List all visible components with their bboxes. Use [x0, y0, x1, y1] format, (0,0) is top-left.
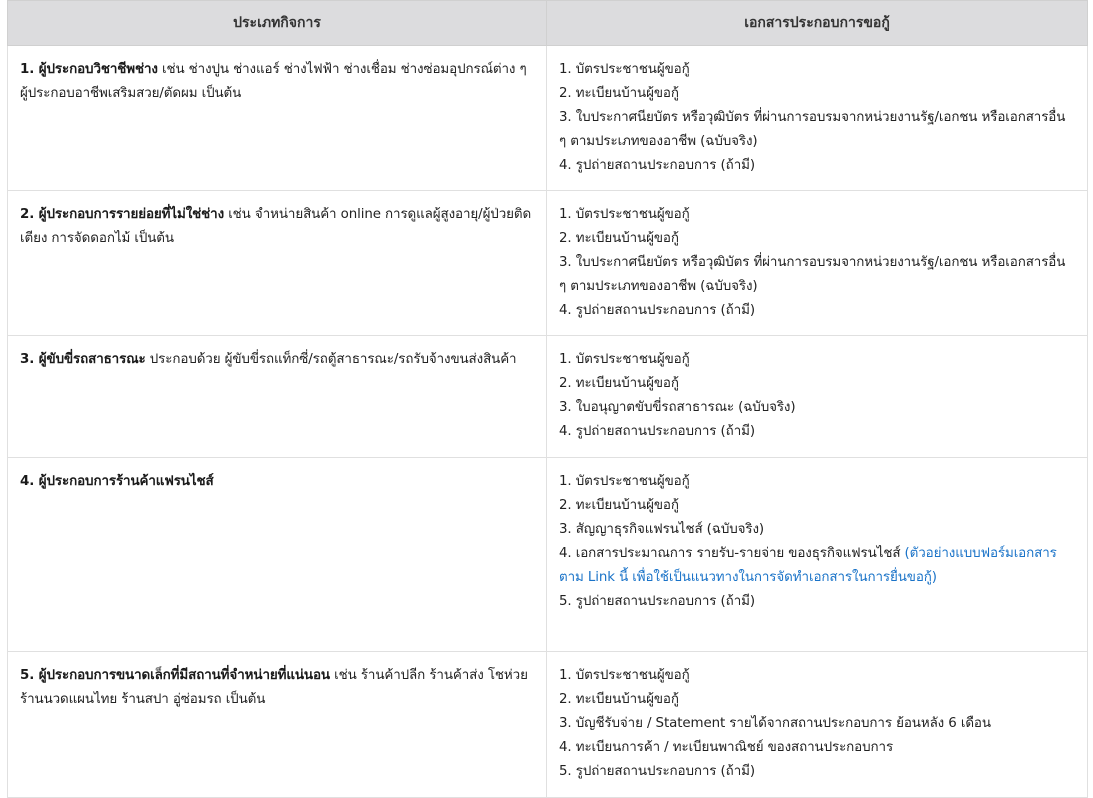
table-row	[8, 336, 1088, 458]
table-row	[8, 458, 1088, 652]
business-type-cell	[8, 191, 547, 336]
document-item: 1. บัตรประชาชนผู้ขอกู้	[559, 352, 690, 367]
document-item: 1. บัตรประชาชนผู้ขอกู้	[559, 62, 690, 77]
document-item: 3. ใบอนุญาตขับขี่รถสาธารณะ (ฉบับจริง)	[559, 400, 796, 415]
document-item: 4. ทะเบียนการค้า / ทะเบียนพาณิชย์ ของสถานประกอบการ	[559, 740, 894, 755]
business-title: 5. ผู้ประกอบการขนาดเล็กที่มีสถานที่จำหน่ายที่แน่นอน	[20, 668, 330, 683]
business-type-cell	[8, 46, 547, 191]
document-item: 1. บัตรประชาชนผู้ขอกู้	[559, 668, 690, 683]
business-type-cell	[8, 652, 547, 798]
business-title: 1. ผู้ประกอบวิชาชีพช่าง	[20, 62, 158, 77]
business-type-cell	[8, 458, 547, 652]
table-row	[8, 652, 1088, 798]
business-title: 3. ผู้ขับขี่รถสาธารณะ	[20, 352, 146, 367]
document-item: 1. บัตรประชาชนผู้ขอกู้	[559, 207, 690, 222]
document-item: 3. สัญญาธุรกิจแฟรนไชส์ (ฉบับจริง)	[559, 522, 765, 537]
business-title: 2. ผู้ประกอบการรายย่อยที่ไม่ใช่ช่าง	[20, 207, 225, 222]
document-item: 2. ทะเบียนบ้านผู้ขอกู้	[559, 376, 679, 391]
header-business-type: ประเภทกิจการ	[8, 1, 547, 46]
document-item	[559, 542, 1075, 590]
table-header-row	[8, 1, 1088, 46]
business-description: เช่น จำหน่ายสินค้า online การดูแลผู้สูงอายุ/ผู้ป่วยติดเตียง การจัดดอกไม้ เป็นต้น	[20, 207, 532, 246]
documents-cell	[547, 46, 1088, 191]
document-item: 3. ใบประกาศนียบัตร หรือวุฒิบัตร ที่ผ่านการอบรมจากหน่วยงานรัฐ/เอกชน หรือเอกสารอื่น ๆ ตามประเภทของอาชีพ (ฉบับจริง)	[559, 110, 1066, 149]
document-item: 2. ทะเบียนบ้านผู้ขอกู้	[559, 692, 679, 707]
document-item: 2. ทะเบียนบ้านผู้ขอกู้	[559, 231, 679, 246]
business-description: ประกอบด้วย ผู้ขับขี่รถแท็กซี่/รถตู้สาธารณะ/รถรับจ้างขนส่งสินค้า	[145, 352, 517, 367]
table-row	[8, 191, 1088, 336]
loan-documents-table-wrapper	[7, 0, 1087, 798]
document-item: 4. รูปถ่ายสถานประกอบการ (ถ้ามี)	[559, 424, 755, 439]
document-item: 5. รูปถ่ายสถานประกอบการ (ถ้ามี)	[559, 764, 755, 779]
business-type-cell	[8, 336, 547, 458]
document-item: 4. รูปถ่ายสถานประกอบการ (ถ้ามี)	[559, 158, 755, 173]
document-item: 3. บัญชีรับจ่าย / Statement รายได้จากสถานประกอบการ ย้อนหลัง 6 เดือน	[559, 716, 991, 731]
document-item: 2. ทะเบียนบ้านผู้ขอกู้	[559, 498, 679, 513]
business-description: เช่น ช่างปูน ช่างแอร์ ช่างไฟฟ้า ช่างเชื่อม ช่างซ่อมอุปกรณ์ต่าง ๆ ผู้ประกอบอาชีพเสริมสวย/ตัดผม เป็นต้น	[20, 62, 527, 101]
sample-form-link[interactable]: (ตัวอย่างแบบฟอร์มเอกสารตาม Link นี้ เพื่อใช้เป็นแนวทางในการจัดทำเอกสารในการยื่นขอกู้)	[559, 546, 1057, 585]
document-item: 4. รูปถ่ายสถานประกอบการ (ถ้ามี)	[559, 303, 755, 318]
business-description: เช่น ร้านค้าปลีก ร้านค้าส่ง โชห่วย ร้านนวดแผนไทย ร้านสปา อู่ซ่อมรถ เป็นต้น	[20, 668, 528, 707]
document-item: 5. รูปถ่ายสถานประกอบการ (ถ้ามี)	[559, 594, 755, 609]
header-documents: เอกสารประกอบการขอกู้	[547, 1, 1088, 46]
loan-documents-table	[7, 0, 1088, 798]
document-item: 2. ทะเบียนบ้านผู้ขอกู้	[559, 86, 679, 101]
document-item: 3. ใบประกาศนียบัตร หรือวุฒิบัตร ที่ผ่านการอบรมจากหน่วยงานรัฐ/เอกชน หรือเอกสารอื่น ๆ ตามประเภทของอาชีพ (ฉบับจริง)	[559, 255, 1066, 294]
document-item-text: 4. เอกสารประมาณการ รายรับ-รายจ่าย ของธุรกิจแฟรนไชส์	[559, 546, 905, 561]
document-item: 1. บัตรประชาชนผู้ขอกู้	[559, 474, 690, 489]
table-row	[8, 46, 1088, 191]
documents-cell	[547, 191, 1088, 336]
business-title: 4. ผู้ประกอบการร้านค้าแฟรนไชส์	[20, 474, 214, 489]
documents-cell	[547, 458, 1088, 652]
documents-cell	[547, 652, 1088, 798]
documents-cell	[547, 336, 1088, 458]
